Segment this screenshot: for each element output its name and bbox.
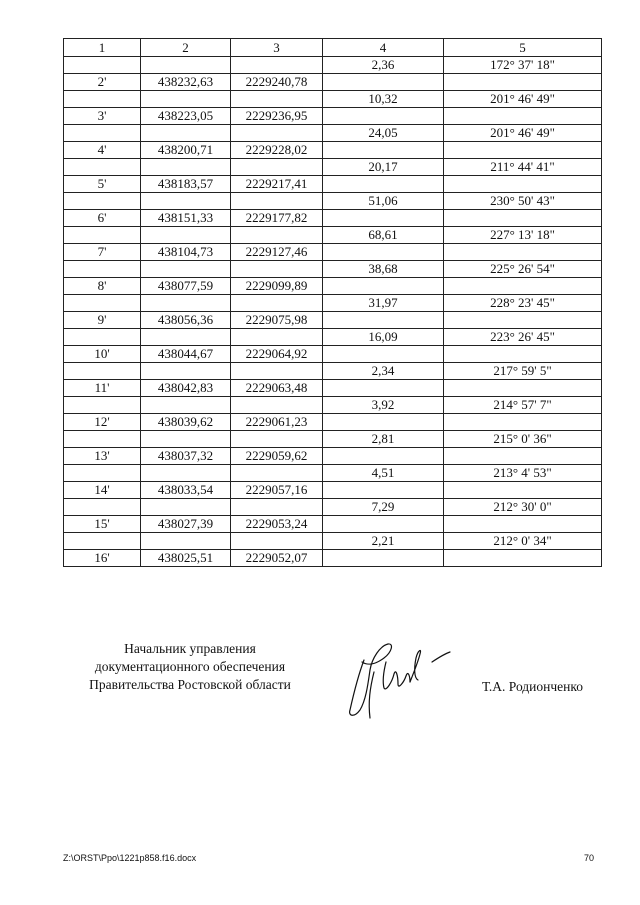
table-cell: 438183,57 (141, 176, 231, 193)
table-cell (323, 482, 444, 499)
table-cell: 201° 46' 49" (444, 125, 602, 142)
header-cell: 1 (64, 39, 141, 57)
table-cell: 2229052,07 (231, 550, 323, 567)
table-cell: 10,32 (323, 91, 444, 108)
table-cell (323, 176, 444, 193)
table-cell (231, 295, 323, 312)
table-cell (444, 550, 602, 567)
table-row (64, 159, 602, 176)
table-cell (231, 227, 323, 244)
table-cell: 14' (64, 482, 141, 499)
table-cell (444, 448, 602, 465)
table-cell (64, 363, 141, 380)
table-cell (64, 91, 141, 108)
table-row (64, 261, 602, 278)
table-cell: 2229057,16 (231, 482, 323, 499)
table-cell: 228° 23' 45" (444, 295, 602, 312)
table-cell: 211° 44' 41" (444, 159, 602, 176)
table-row (64, 74, 602, 91)
table-cell (64, 329, 141, 346)
table-cell: 215° 0' 36" (444, 431, 602, 448)
table-cell (231, 57, 323, 74)
page-number: 70 (584, 853, 595, 863)
table-cell (231, 159, 323, 176)
table-cell: 223° 26' 45" (444, 329, 602, 346)
table-cell: 12' (64, 414, 141, 431)
table-cell (444, 346, 602, 363)
table-cell (444, 312, 602, 329)
table-cell: 7' (64, 244, 141, 261)
table-row (64, 380, 602, 397)
table-cell: 438104,73 (141, 244, 231, 261)
table-cell (141, 261, 231, 278)
table-cell (323, 550, 444, 567)
table-cell (444, 210, 602, 227)
table-cell (323, 244, 444, 261)
table-cell: 2229061,23 (231, 414, 323, 431)
table-cell (141, 363, 231, 380)
table-row (64, 108, 602, 125)
table-cell (444, 482, 602, 499)
table-cell: 225° 26' 54" (444, 261, 602, 278)
table-cell: 227° 13' 18" (444, 227, 602, 244)
table-cell: 2,36 (323, 57, 444, 74)
table-cell (141, 465, 231, 482)
table-row (64, 91, 602, 108)
table-cell (231, 533, 323, 550)
table-cell: 438042,83 (141, 380, 231, 397)
table-cell (64, 125, 141, 142)
signatory-title-line: Правительства Ростовской области (89, 677, 291, 692)
table-cell: 2229177,82 (231, 210, 323, 227)
table-cell: 438044,67 (141, 346, 231, 363)
table-row (64, 57, 602, 74)
table-cell: 3' (64, 108, 141, 125)
table-cell: 212° 0' 34" (444, 533, 602, 550)
signatory-title-line: документационного обеспечения (94, 659, 286, 674)
table-cell (323, 74, 444, 91)
table-cell (64, 261, 141, 278)
table-cell (444, 108, 602, 125)
table-row (64, 414, 602, 431)
signatory-title-line: Начальник управления (124, 641, 256, 656)
table-cell: 4' (64, 142, 141, 159)
table-cell: 438056,36 (141, 312, 231, 329)
table-cell: 438027,39 (141, 516, 231, 533)
table-cell (141, 125, 231, 142)
table-cell (141, 227, 231, 244)
table-row (64, 329, 602, 346)
table-cell: 2229053,24 (231, 516, 323, 533)
table-cell (323, 346, 444, 363)
table-cell: 217° 59' 5" (444, 363, 602, 380)
table-cell: 2229099,89 (231, 278, 323, 295)
table-cell: 13' (64, 448, 141, 465)
table-cell: 51,06 (323, 193, 444, 210)
table-cell: 2229217,41 (231, 176, 323, 193)
table-cell: 9' (64, 312, 141, 329)
table-cell (323, 448, 444, 465)
table-cell (64, 431, 141, 448)
table-cell (231, 363, 323, 380)
signatory-title-block (60, 640, 320, 694)
table-cell: 230° 50' 43" (444, 193, 602, 210)
table-cell: 6' (64, 210, 141, 227)
signer-name: Т.А. Родионченко (482, 679, 583, 694)
table-cell: 11' (64, 380, 141, 397)
table-cell: 2,21 (323, 533, 444, 550)
table-cell (323, 278, 444, 295)
table-cell: 16' (64, 550, 141, 567)
header-cell: 5 (444, 39, 602, 57)
table-cell (141, 295, 231, 312)
table-cell (141, 533, 231, 550)
table-cell (141, 329, 231, 346)
table-cell (64, 227, 141, 244)
table-row (64, 346, 602, 363)
table-row (64, 125, 602, 142)
table-cell: 8' (64, 278, 141, 295)
table-cell (231, 465, 323, 482)
table-row (64, 193, 602, 210)
table-cell: 2229064,92 (231, 346, 323, 363)
table-cell: 3,92 (323, 397, 444, 414)
coordinates-table-body (64, 39, 602, 567)
table-cell (64, 397, 141, 414)
coordinates-table (63, 38, 602, 567)
table-cell: 4,51 (323, 465, 444, 482)
table-cell (141, 159, 231, 176)
header-cell: 2 (141, 39, 231, 57)
table-row (64, 176, 602, 193)
table-cell (64, 533, 141, 550)
table-row (64, 448, 602, 465)
table-row (64, 397, 602, 414)
table-row (64, 516, 602, 533)
table-row (64, 431, 602, 448)
table-cell: 2,81 (323, 431, 444, 448)
table-cell: 438223,05 (141, 108, 231, 125)
table-cell: 201° 46' 49" (444, 91, 602, 108)
table-row (64, 227, 602, 244)
table-cell: 2,34 (323, 363, 444, 380)
table-cell (141, 193, 231, 210)
table-row (64, 550, 602, 567)
table-cell (231, 499, 323, 516)
table-cell (323, 312, 444, 329)
table-cell: 38,68 (323, 261, 444, 278)
footer-file-path: Z:\ORST\Ppo\1221p858.f16.docx (63, 853, 197, 863)
table-cell: 2' (64, 74, 141, 91)
table-cell: 24,05 (323, 125, 444, 142)
table-row (64, 499, 602, 516)
table-cell: 31,97 (323, 295, 444, 312)
table-cell (141, 397, 231, 414)
table-cell: 7,29 (323, 499, 444, 516)
table-cell (231, 125, 323, 142)
table-cell (231, 329, 323, 346)
table-row (64, 312, 602, 329)
table-cell (444, 278, 602, 295)
table-cell (323, 142, 444, 159)
table-cell (64, 465, 141, 482)
table-cell: 214° 57' 7" (444, 397, 602, 414)
table-cell (141, 57, 231, 74)
table-cell (231, 91, 323, 108)
handwritten-signature (340, 632, 455, 722)
table-cell: 15' (64, 516, 141, 533)
table-row (64, 210, 602, 227)
table-row (64, 142, 602, 159)
table-cell: 438025,51 (141, 550, 231, 567)
table-cell (444, 142, 602, 159)
table-cell (141, 431, 231, 448)
table-cell (444, 414, 602, 431)
table-cell: 213° 4' 53" (444, 465, 602, 482)
table-cell (444, 380, 602, 397)
table-cell (444, 74, 602, 91)
table-cell (231, 431, 323, 448)
table-cell: 2229075,98 (231, 312, 323, 329)
table-cell (64, 295, 141, 312)
table-cell: 2229063,48 (231, 380, 323, 397)
table-cell: 212° 30' 0" (444, 499, 602, 516)
table-cell: 2229228,02 (231, 142, 323, 159)
table-cell (323, 414, 444, 431)
table-cell (231, 397, 323, 414)
table-cell: 16,09 (323, 329, 444, 346)
table-row (64, 363, 602, 380)
table-row (64, 278, 602, 295)
table-cell: 2229240,78 (231, 74, 323, 91)
table-header-row (64, 39, 602, 57)
table-cell: 2229236,95 (231, 108, 323, 125)
table-cell: 2229059,62 (231, 448, 323, 465)
table-cell: 438232,63 (141, 74, 231, 91)
table-cell: 68,61 (323, 227, 444, 244)
table-cell (444, 176, 602, 193)
table-cell (64, 159, 141, 176)
table-cell: 438037,32 (141, 448, 231, 465)
header-cell: 3 (231, 39, 323, 57)
table-cell (323, 380, 444, 397)
table-cell: 438033,54 (141, 482, 231, 499)
table-cell (444, 244, 602, 261)
table-cell: 2229127,46 (231, 244, 323, 261)
table-row (64, 482, 602, 499)
table-cell: 438077,59 (141, 278, 231, 295)
table-cell (141, 91, 231, 108)
header-cell: 4 (323, 39, 444, 57)
table-cell: 20,17 (323, 159, 444, 176)
table-cell (323, 516, 444, 533)
table-cell: 438200,71 (141, 142, 231, 159)
table-cell (141, 499, 231, 516)
table-cell: 172° 37' 18" (444, 57, 602, 74)
table-cell (231, 261, 323, 278)
table-row (64, 295, 602, 312)
table-cell (323, 210, 444, 227)
table-row (64, 465, 602, 482)
table-cell (444, 516, 602, 533)
table-row (64, 244, 602, 261)
table-row (64, 533, 602, 550)
table-cell (231, 193, 323, 210)
table-cell (64, 499, 141, 516)
table-cell (64, 193, 141, 210)
table-cell: 10' (64, 346, 141, 363)
table-cell (323, 108, 444, 125)
table-cell: 5' (64, 176, 141, 193)
table-cell: 438039,62 (141, 414, 231, 431)
table-cell: 438151,33 (141, 210, 231, 227)
table-cell (64, 57, 141, 74)
